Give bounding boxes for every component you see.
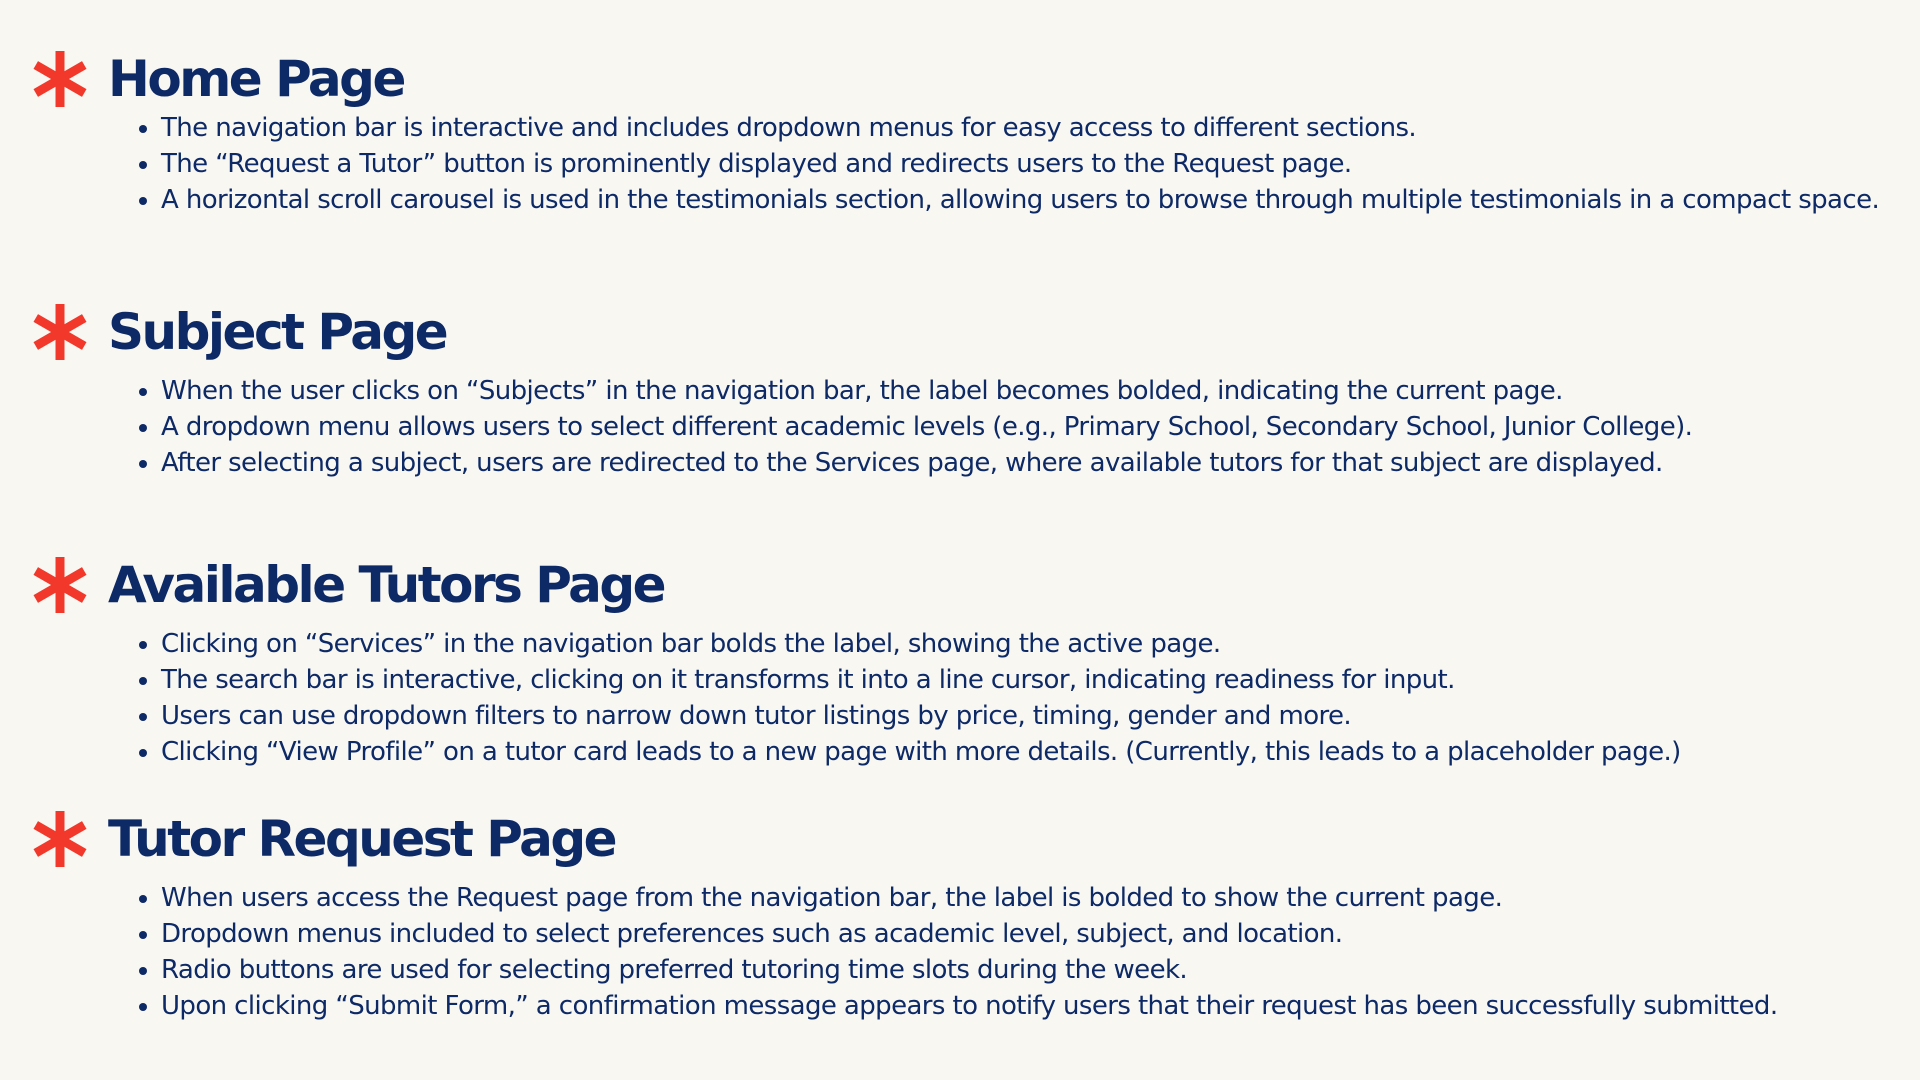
- asterisk-icon: [30, 809, 90, 869]
- section-heading-row: [30, 550, 664, 620]
- list-item: A horizontal scroll carousel is used in the testimonials section, allowing users to browse through multiple testimonials in a compact space.: [160, 182, 1879, 218]
- section-heading-row: [30, 804, 615, 874]
- list-item: Upon clicking “Submit Form,” a confirmation message appears to notify users that their request has been successfully submitted.: [160, 988, 1777, 1024]
- asterisk-icon: [30, 555, 90, 615]
- list-item: The “Request a Tutor” button is prominently displayed and redirects users to the Request page.: [160, 146, 1879, 182]
- list-item: The navigation bar is interactive and includes dropdown menus for easy access to different sections.: [160, 110, 1879, 146]
- section-heading: Subject Page: [108, 303, 447, 361]
- list-item: A dropdown menu allows users to select different academic levels (e.g., Primary School, Secondary School, Junior College).: [160, 409, 1692, 445]
- list-item: Clicking “View Profile” on a tutor card leads to a new page with more details. (Currently, this leads to a placeholder page.): [160, 734, 1681, 770]
- asterisk-icon: [30, 302, 90, 362]
- section-heading: Home Page: [108, 50, 404, 108]
- list-item: After selecting a subject, users are redirected to the Services page, where available tutors for that subject are displayed.: [160, 445, 1692, 481]
- section-heading-row: [30, 44, 404, 114]
- list-item: Radio buttons are used for selecting preferred tutoring time slots during the week.: [160, 952, 1777, 988]
- list-item: When the user clicks on “Subjects” in the navigation bar, the label becomes bolded, indicating the current page.: [160, 373, 1692, 409]
- bullet-list: [160, 373, 1692, 481]
- list-item: Users can use dropdown filters to narrow down tutor listings by price, timing, gender and more.: [160, 698, 1681, 734]
- section-heading: Tutor Request Page: [108, 810, 616, 868]
- list-item: Dropdown menus included to select preferences such as academic level, subject, and location.: [160, 916, 1777, 952]
- section-heading: Available Tutors Page: [108, 556, 665, 614]
- asterisk-icon: [30, 49, 90, 109]
- section-heading-row: [30, 297, 446, 367]
- list-item: Clicking on “Services” in the navigation bar bolds the label, showing the active page.: [160, 626, 1681, 662]
- list-item: The search bar is interactive, clicking on it transforms it into a line cursor, indicating readiness for input.: [160, 662, 1681, 698]
- bullet-list: [160, 626, 1681, 770]
- list-item: When users access the Request page from the navigation bar, the label is bolded to show the current page.: [160, 880, 1777, 916]
- bullet-list: [160, 110, 1879, 218]
- bullet-list: [160, 880, 1777, 1024]
